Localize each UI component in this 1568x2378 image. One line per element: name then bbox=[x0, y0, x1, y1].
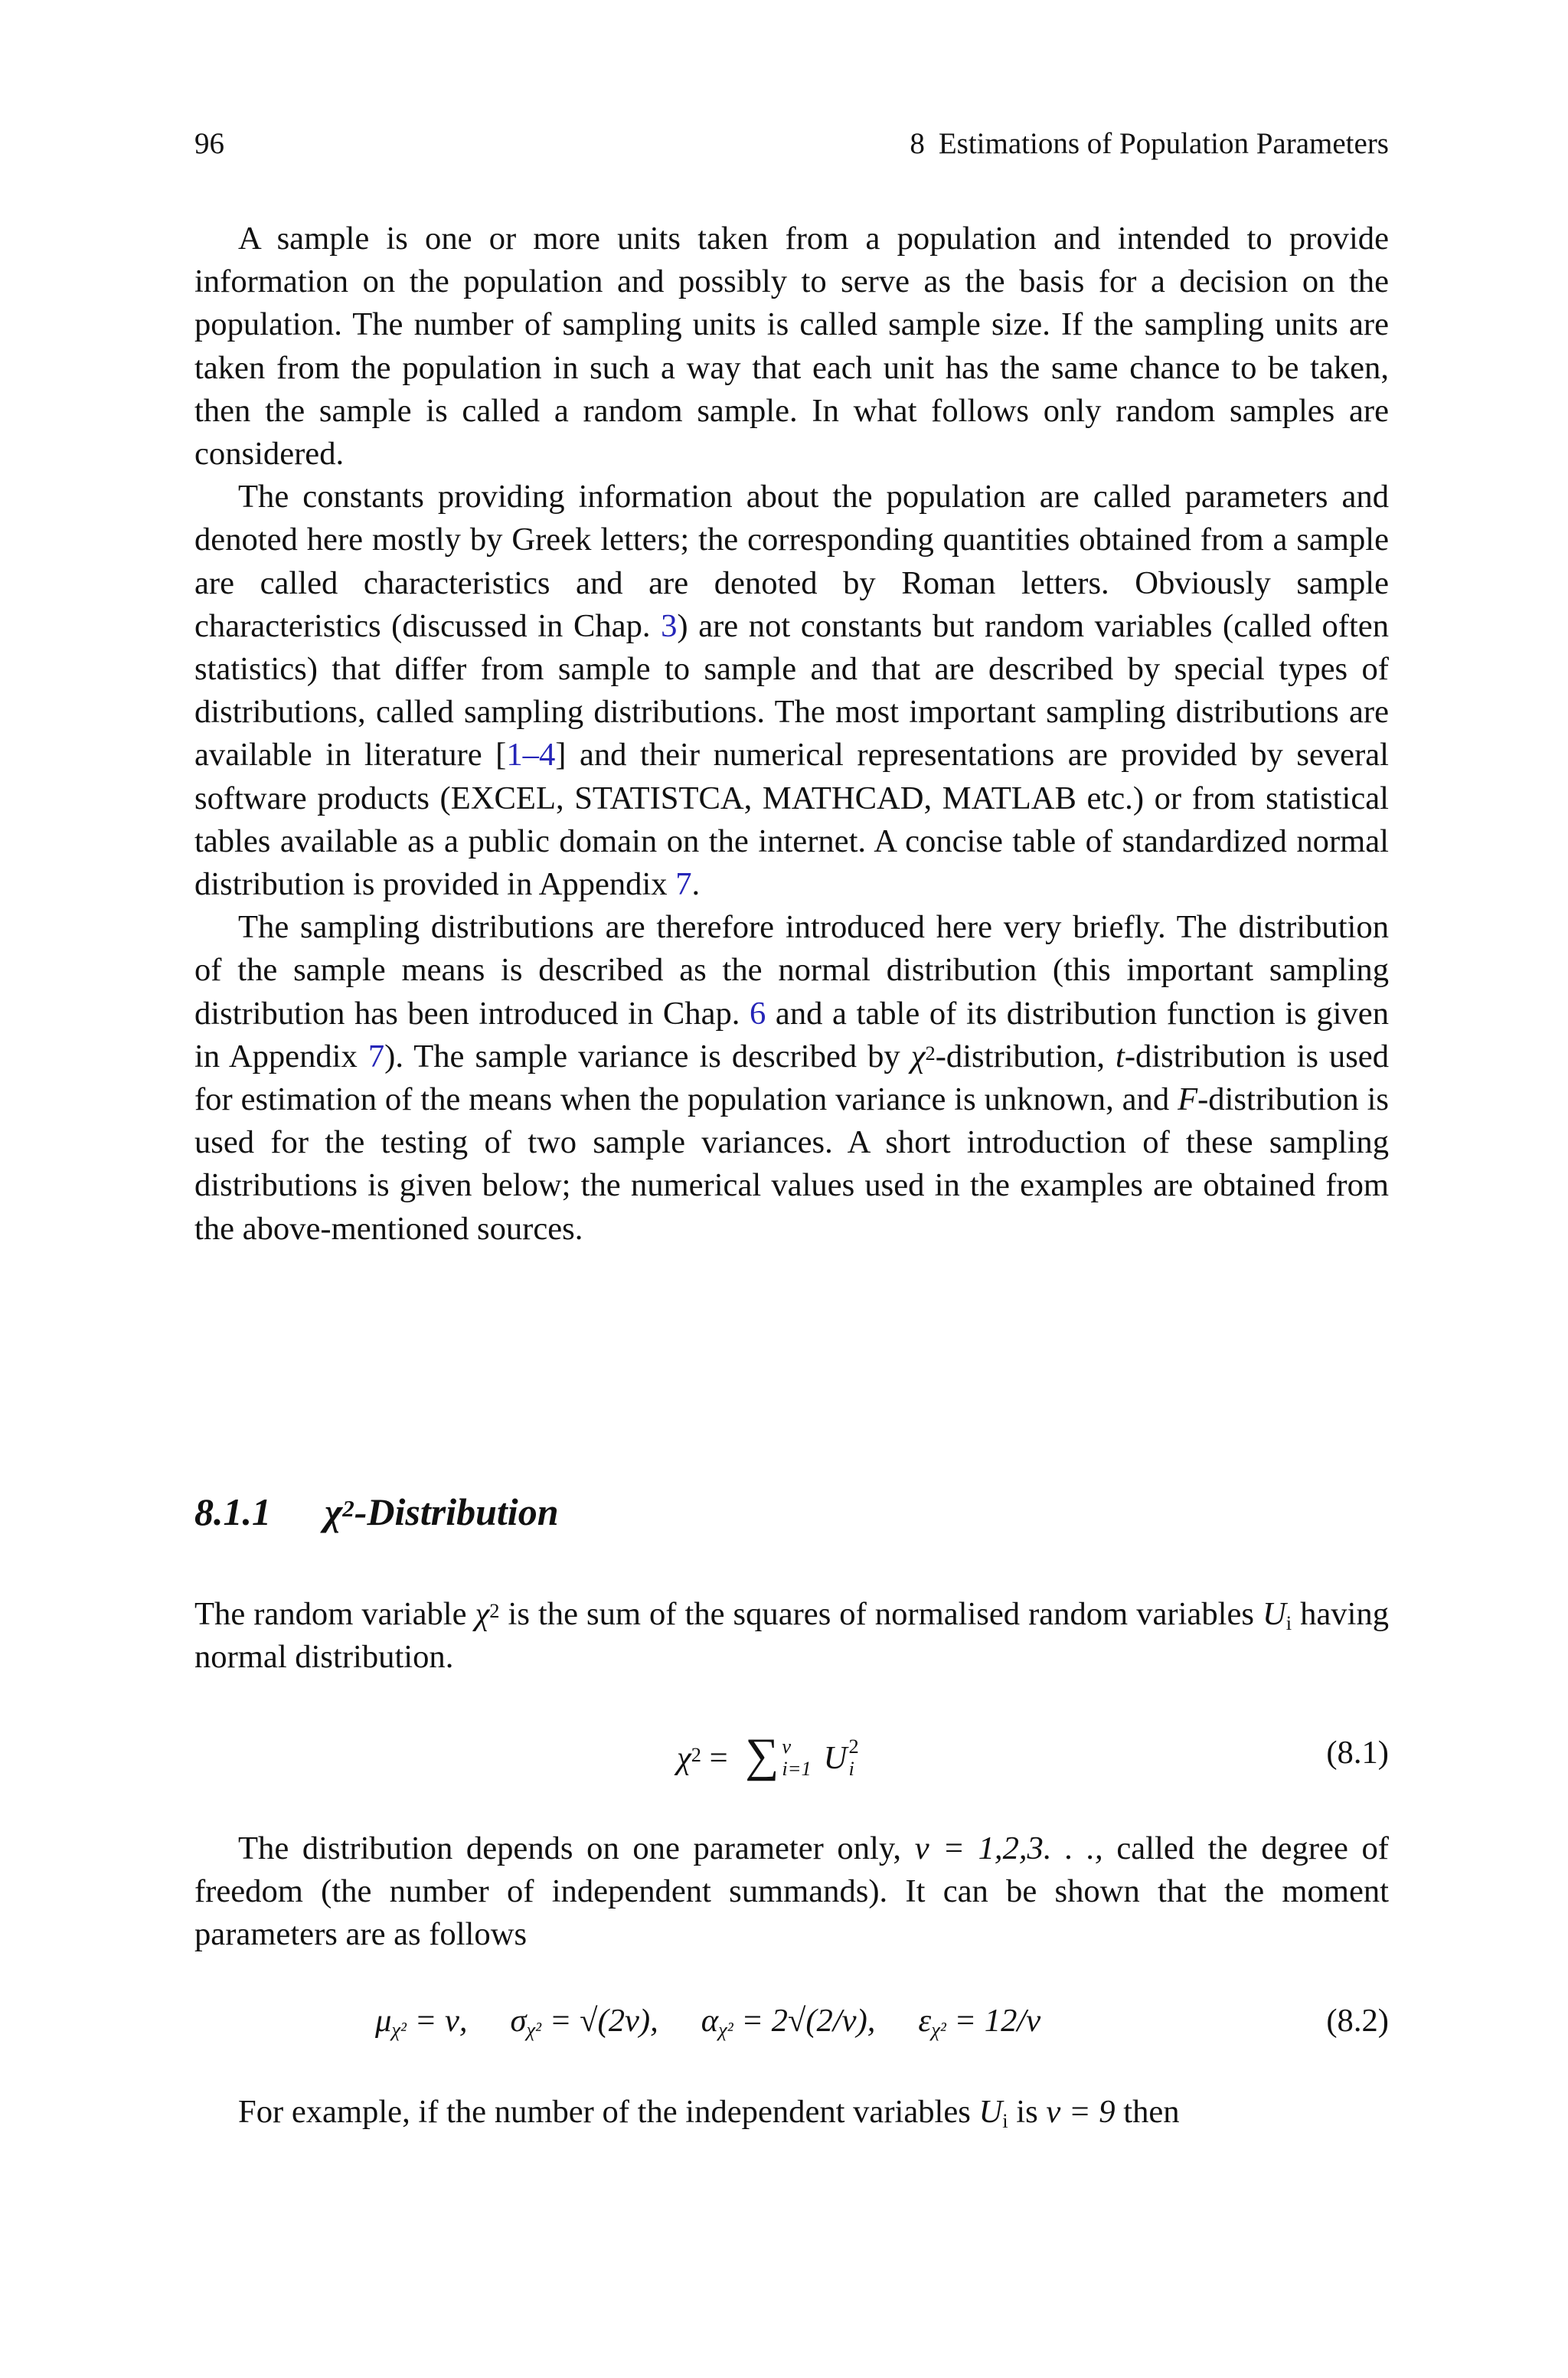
paragraph-5: The distribution depends on one parameter only, ν = 1,2,3. . ., called the degree of freedom (the number of independent summands). It can be shown that the moment parameters are as follows bbox=[194, 1830, 1389, 1953]
summation-limits: ν i=1 bbox=[782, 1735, 812, 1781]
chapter-6-link[interactable]: 6 bbox=[750, 995, 766, 1032]
appendix-7-link[interactable]: 7 bbox=[675, 866, 692, 903]
appendix-7-link-2[interactable]: 7 bbox=[368, 1038, 385, 1075]
section-number: 8.1.1 bbox=[194, 1490, 271, 1533]
intro-text bbox=[194, 218, 1389, 1251]
equation-8-2-body: $\mu_{\chi^2} = \nu$, $\sigma_{\chi^2} = √(2\nu)$, $\alpha_{\chi^2} = 2√(2/\nu)$, $\varepsilon_{\chi^2} = 12/\nu$ bbox=[375, 2003, 1041, 2041]
running-head bbox=[194, 123, 1389, 165]
section-title: -Distribution bbox=[354, 1490, 559, 1533]
chapter-title-text: Estimations of Population Parameters bbox=[938, 127, 1389, 160]
section-heading: 8.1.1 $\chi^2$-Distribution bbox=[194, 1490, 559, 1533]
example-text bbox=[194, 2091, 1389, 2134]
paragraph-3: The sampling distributions are therefore introduced here very briefly. The distribution of the sample means is described as the normal distribution (this important sampling distribution has been introduced in Chap. 6 and a table of its distribution function is given in Appendix 7). The sample variance is described by $\chi^2$-distribution, t-distribution is used for estimation of the means when the population variance is unknown, and F-distribution is used for the testing of two sample variances. A short introduction of these sampling distributions is given below; the numerical values used in the examples are obtained from the above-mentioned sources. bbox=[194, 909, 1390, 1247]
paragraph-1: A sample is one or more units taken from a population and intended to provide information on the population and possibly to serve as the basis for a decision on the population. The number of sampling units is called sample size. If the sampling units are taken from the population in such a way that each unit has the same chance to be taken, then the sample is called a random sample. In what follows only random samples are considered. bbox=[194, 221, 1389, 473]
degrees-of-freedom-text bbox=[194, 1827, 1389, 1957]
section-intro-text bbox=[194, 1593, 1389, 1679]
chapter-3-link[interactable]: 3 bbox=[661, 607, 678, 644]
equation-8-1-body: $\chi^2$ = ∑ ν i=1 U 2 i bbox=[677, 1729, 859, 1782]
equation-8-2 bbox=[194, 1990, 1389, 2052]
chapter-number: 8 bbox=[910, 127, 925, 160]
page-number: 96 bbox=[194, 127, 224, 160]
paragraph-6: For example, if the number of the independent variables $U_i$ is ν = 9 then bbox=[238, 2094, 1180, 2132]
paragraph-4: The random variable $\chi^2$ is the sum of the squares of normalised random variables $U_i$ having normal distribution. bbox=[194, 1596, 1390, 1676]
equation-8-1 bbox=[194, 1722, 1389, 1784]
references-link[interactable]: 1–4 bbox=[506, 737, 556, 774]
chapter-title bbox=[910, 123, 1389, 165]
paragraph-2: The constants providing information about the population are called parameters and denoted here mostly by Greek letters; the corresponding quantities obtained from a sample are called characteristics and are denoted by Roman letters. Obviously sample characteristics (discussed in Chap. 3) are not constants but random variables (called often statistics) that differ from sample to sample and that are described by special types of distributions, called sampling distributions. The most important sampling distributions are available in literature [1–4] and their numerical representations are provided by several software products (EXCEL, STATISTCA, MATHCAD, MATLAB etc.) or from statistical tables available as a public domain on the internet. A concise table of standardized normal distribution is provided in Appendix 7. bbox=[194, 479, 1389, 903]
equation-number: (8.2) bbox=[1326, 2003, 1389, 2039]
equation-number: (8.1) bbox=[1326, 1735, 1389, 1771]
summation-sign: ∑ bbox=[745, 1729, 779, 1782]
